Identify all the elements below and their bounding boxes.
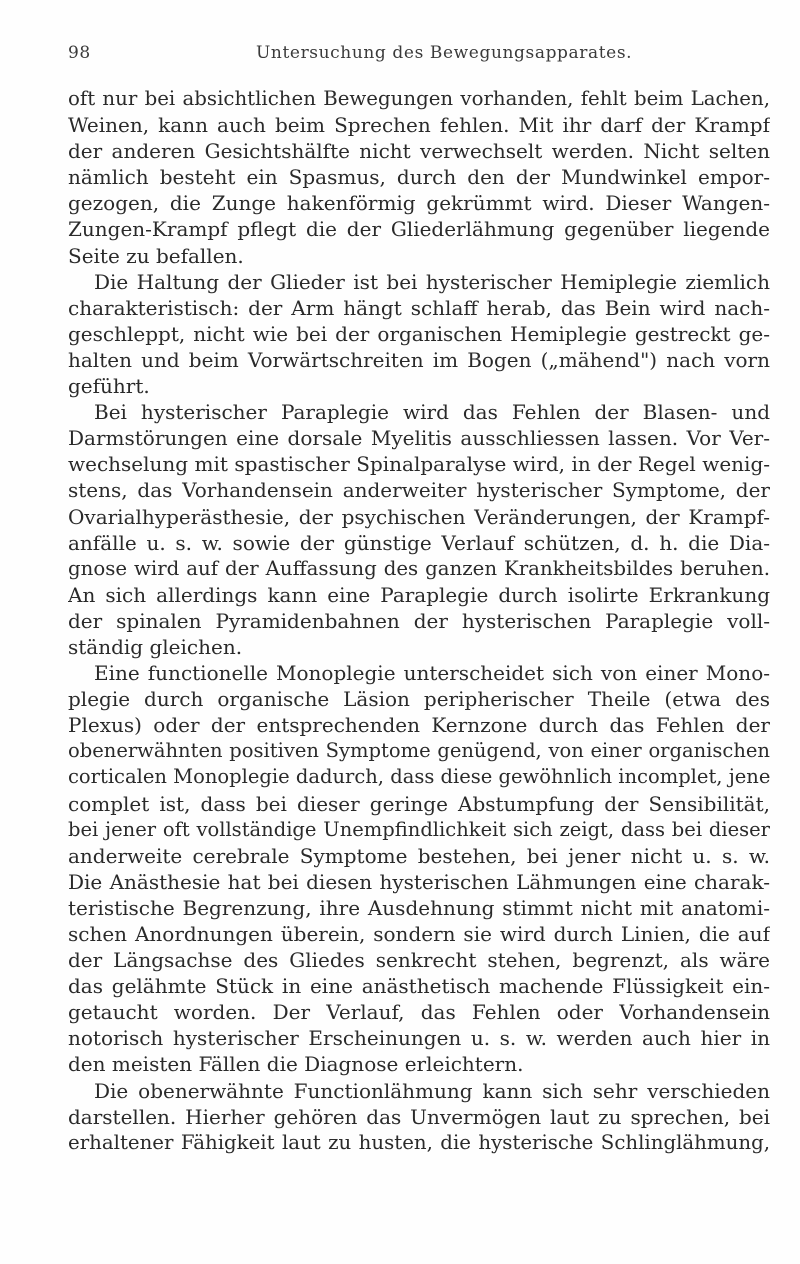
text-line: Zungen-Krampf pflegt die der Gliederlähmung gegenüber liegende [68,217,770,242]
text-line: Ovarialhyperästhesie, der psychischen Veränderungen, der Krampf- [68,504,770,529]
text-line: erhaltener Fähigkeit laut zu husten, die hysterische Schlinglähmung, [68,1130,770,1154]
body-text [68,86,770,1156]
text-line: Die Haltung der Glieder ist bei hysterischer Hemiplegie ziemlich [94,269,770,294]
text-line: der anderen Gesichtshälfte nicht verwechselt werden. Nicht selten [68,139,770,164]
text-line: Eine functionelle Monoplegie unterscheidet sich von einer Mono- [94,661,770,686]
text-line: Die obenerwähnte Functionlähmung kann sich sehr verschieden [94,1078,770,1103]
text-line: getaucht worden. Der Verlauf, das Fehlen oder Vorhandensein [68,1000,770,1025]
text-line: gezogen, die Zunge hakenförmig gekrümmt wird. Dieser Wangen- [68,191,770,216]
text-line: An sich allerdings kann eine Paraplegie durch isolirte Erkrankung [68,582,770,607]
text-line: notorisch hysterischer Erscheinungen u. s. w. werden auch hier in [68,1026,770,1051]
text-line: nämlich besteht ein Spasmus, durch den der Mundwinkel empor- [68,165,770,190]
text-line: anderweite cerebrale Symptome bestehen, bei jener nicht u. s. w. [68,843,770,868]
text-line: Seite zu befallen. [68,243,244,268]
page-header [68,43,768,71]
text-line: teristische Begrenzung, ihre Ausdehnung stimmt nicht mit anatomi- [68,895,770,920]
running-title: Untersuchung des Bewegungsapparates. [256,43,633,63]
text-line: Bei hysterischer Paraplegie wird das Fehlen der Blasen- und [94,400,770,425]
page-number: 98 [68,43,91,63]
text-line: corticalen Monoplegie dadurch, dass diese gewöhnlich incomplet, jene [68,765,770,789]
text-line: halten und beim Vorwärtschreiten im Bogen („mähend") nach vorn [68,347,770,372]
text-line: der Längsachse des Gliedes senkrecht stehen, begrenzt, als wäre [68,948,770,973]
text-line: plegie durch organische Läsion peripherischer Theile (etwa des [68,687,770,712]
text-line: ständig gleichen. [68,634,243,659]
text-line: das gelähmte Stück in eine anästhetisch machende Flüssigkeit ein- [68,974,770,999]
text-line: Darmstörungen eine dorsale Myelitis ausschliessen lassen. Vor Ver- [68,426,770,451]
text-line: stens, das Vorhandensein anderweiter hysterischer Symptome, der [68,478,770,503]
text-line: gnose wird auf der Auffassung des ganzen Krankheitsbildes beruhen. [68,556,770,580]
text-line: geführt. [68,374,150,399]
text-line: Die Anästhesie hat bei diesen hysterischen Lähmungen eine charak- [68,869,770,894]
text-line: der spinalen Pyramidenbahnen der hysterischen Paraplegie voll- [68,608,770,633]
text-line: bei jener oft vollständige Unempfindlichkeit sich zeigt, dass bei dieser [68,817,770,841]
text-line: Plexus) oder der entsprechenden Kernzone durch das Fehlen der [68,713,770,738]
text-line: anfälle u. s. w. sowie der günstige Verlauf schützen, d. h. die Dia- [68,530,770,555]
text-line: wechselung mit spastischer Spinalparalyse wird, in der Regel wenig- [68,452,770,477]
text-line: schen Anordnungen überein, sondern sie wird durch Linien, die auf [68,922,770,946]
text-line: oft nur bei absichtlichen Bewegungen vorhanden, fehlt beim Lachen, [68,87,770,110]
text-line: charakteristisch: der Arm hängt schlaff herab, das Bein wird nach- [68,295,770,320]
text-line: darstellen. Hierher gehören das Unvermögen laut zu sprechen, bei [68,1104,770,1129]
text-line: den meisten Fällen die Diagnose erleichtern. [68,1052,524,1077]
text-line: obenerwähnten positiven Symptome genügend, von einer organischen [68,739,770,763]
text-line: Weinen, kann auch beim Sprechen fehlen. Mit ihr darf der Krampf [68,113,770,138]
text-line: geschleppt, nicht wie bei der organischen Hemiplegie gestreckt ge- [68,321,770,346]
text-line: complet ist, dass bei dieser geringe Abstumpfung der Sensibilität, [68,791,770,816]
